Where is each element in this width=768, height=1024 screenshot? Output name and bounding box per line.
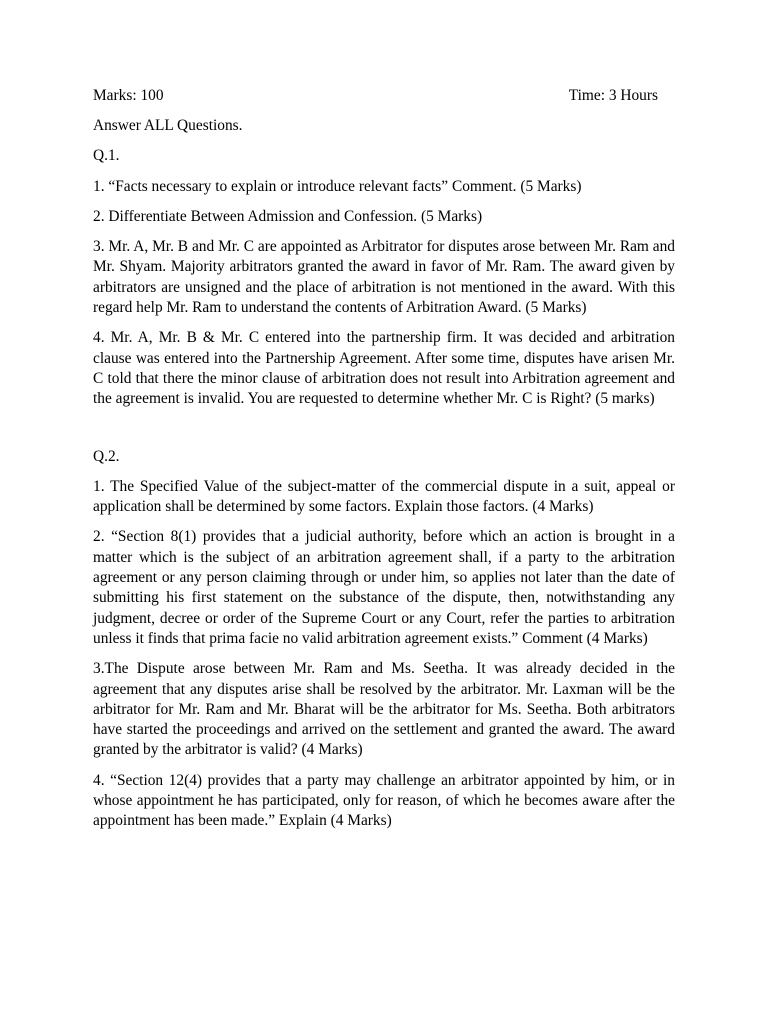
section-spacer	[93, 420, 675, 447]
question-q2-1: 1. The Specified Value of the subject-matter of the commercial dispute in a suit, appeal or application shall be determined by some factors. Explain those factors. (4 Marks)	[93, 477, 675, 516]
question-q2-4: 4. “Section 12(4) provides that a party may challenge an arbitrator appointed by him, or in whose appointment he has participated, only for reason, of which he becomes aware after the appointment has been made.” Explain (4 Marks)	[93, 771, 675, 830]
section-label-q1: Q.1.	[93, 147, 120, 165]
question-q1-1: 1. “Facts necessary to explain or introduce relevant facts” Comment. (5 Marks)	[93, 177, 582, 195]
section-label-q2: Q.2.	[93, 447, 120, 465]
question-q1-3: 3. Mr. A, Mr. B and Mr. C are appointed as Arbitrator for disputes arose between Mr. Ram and Mr. Shyam. Majority arbitrators granted the award in favor of Mr. Ram. The award given by arbitrators are unsigned and the place of arbitration is not mentioned in the award. With this regard help Mr. Ram to understand the contents of Arbitration Award. (5 Marks)	[93, 238, 675, 317]
time-label: Time: 3 Hours	[568, 87, 658, 104]
paper-header	[93, 86, 658, 106]
instruction-text: Answer ALL Questions.	[93, 117, 243, 134]
marks-label: Marks: 100	[93, 87, 164, 104]
question-q1-4: 4. Mr. A, Mr. B & Mr. C entered into the partnership firm. It was decided and arbitration clause was entered into the Partnership Agreement. After some time, disputes have arisen Mr. C told that there the minor clause of arbitration does not result into Arbitration agreement and the agreement is invalid. You are requested to determine whether Mr. C is Right? (5 marks)	[93, 329, 675, 408]
question-q2-3: 3.The Dispute arose between Mr. Ram and Ms. Seetha. It was already decided in the agreement that any disputes arise shall be resolved by the arbitrator. Mr. Laxman will be the arbitrator for Mr. Ram and Mr. Bharat will be the arbitrator for Ms. Seetha. Both arbitrators have started the proceedings and arrived on the settlement and granted the award. The award granted by the arbitrator is valid? (4 Marks)	[93, 660, 675, 759]
question-q1-2: 2. Differentiate Between Admission and Confession. (5 Marks)	[93, 207, 483, 225]
question-q2-2: 2. “Section 8(1) provides that a judicial authority, before which an action is brought in a matter which is the subject of an arbitration agreement shall, if a party to the arbitration agreement or any person claiming through or under him, so applies not later than the date of submitting his first statement on the substance of the dispute, then, notwithstanding any judgment, decree or order of the Supreme Court or any Court, refer the parties to arbitration unless it finds that prima facie no valid arbitration agreement exists.” Comment (4 Marks)	[93, 528, 675, 647]
question-paper	[93, 86, 675, 842]
